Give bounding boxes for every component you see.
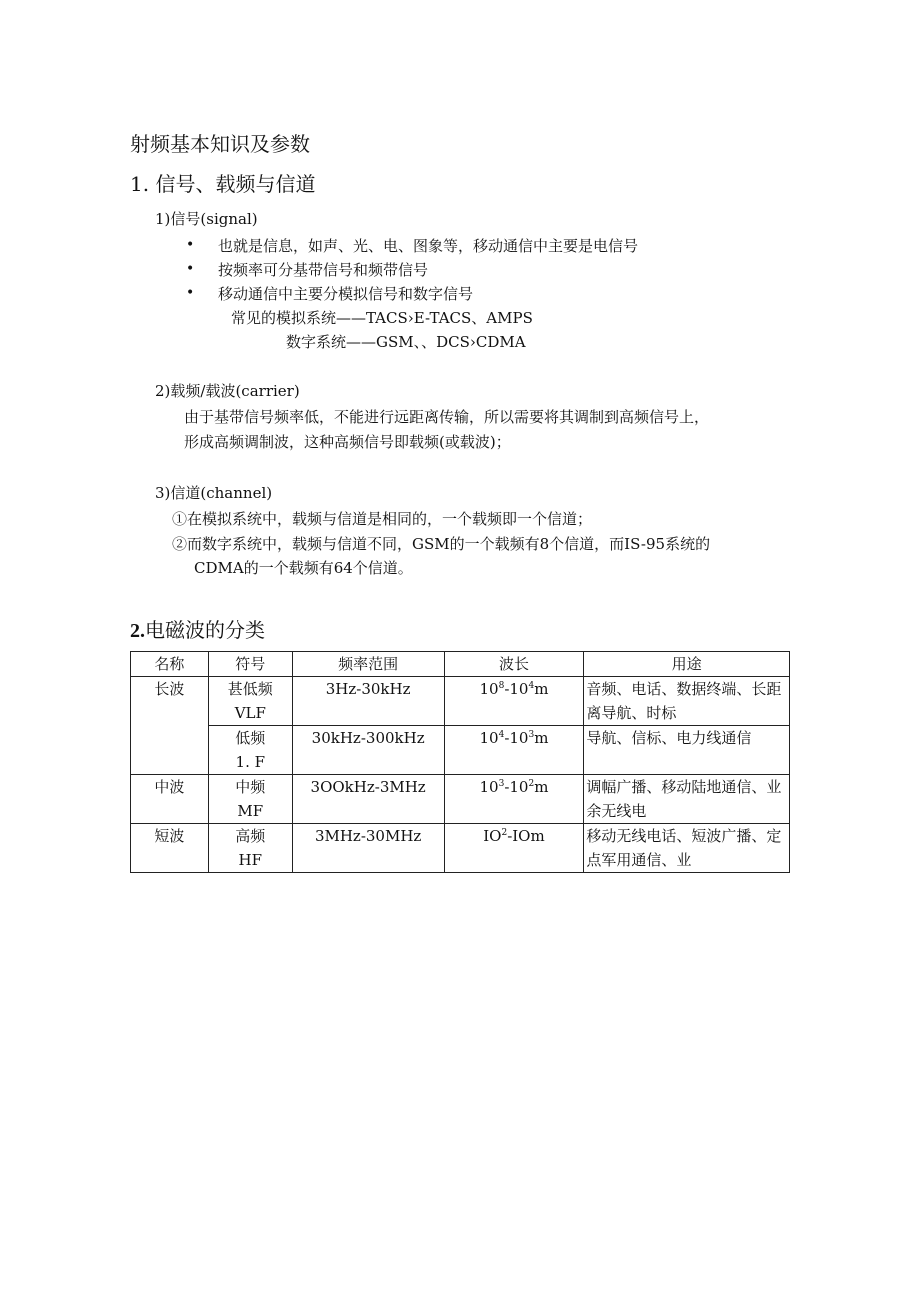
cell-usage: 移动无线电话、短波广播、定点军用通信、业 xyxy=(584,824,790,873)
cell-wavelength xyxy=(444,775,584,824)
cell-symbol xyxy=(208,726,292,775)
cell-frequency-range: 3MHz-30MHz xyxy=(292,824,444,873)
wl-base: 10 xyxy=(479,680,499,698)
symbol-abbr: VLF xyxy=(234,704,266,722)
wl-exp: 2 xyxy=(501,828,508,838)
carrier-line-2: 形成高频调制波，这种高频信号即载频(或载波)； xyxy=(184,433,511,451)
section-1-heading: 1. 信号、载频与信道 xyxy=(130,172,316,196)
bullet-icon: • xyxy=(186,285,195,301)
symbol-cn: 甚低频 xyxy=(227,680,273,698)
channel-line-1: ①在模拟系统中，载频与信道是相同的，一个载频即一个信道； xyxy=(172,510,593,528)
header-frequency-range: 频率范围 xyxy=(292,652,444,677)
signal-bullet-2: 按频率可分基带信号和频带信号 xyxy=(218,261,429,279)
table-header-row xyxy=(131,652,790,677)
carrier-line-1: 由于基带信号频率低，不能进行远距离传输，所以需要将其调制到高频信号上， xyxy=(184,408,710,426)
cell-symbol xyxy=(208,824,292,873)
wl-exp: 4 xyxy=(528,681,535,691)
wl-base: IO xyxy=(483,827,502,845)
cell-symbol xyxy=(208,775,292,824)
cell-frequency-range: 3OOkHz-3MHz xyxy=(292,775,444,824)
bullet-icon: • xyxy=(186,261,195,277)
carrier-heading: 2)载频/载波(carrier) xyxy=(155,382,300,400)
cell-name: 中波 xyxy=(131,775,209,824)
symbol-abbr: 1. F xyxy=(235,753,266,771)
symbol-cn: 中频 xyxy=(235,778,266,796)
wl-mid: -IOm xyxy=(507,827,545,845)
cell-symbol xyxy=(208,677,292,726)
channel-heading: 3)信道(channel) xyxy=(155,484,273,502)
wl-mid: -10 xyxy=(504,729,529,747)
header-symbol: 符号 xyxy=(208,652,292,677)
wl-exp: 8 xyxy=(498,681,505,691)
cell-wavelength xyxy=(444,677,584,726)
signal-bullet-1: 也就是信息，如声、光、电、图象等，移动通信中主要是电信号 xyxy=(218,237,639,255)
wl-base: 10 xyxy=(479,729,499,747)
header-wavelength: 波长 xyxy=(444,652,584,677)
wl-unit: m xyxy=(534,729,549,747)
wl-mid: -10 xyxy=(504,778,529,796)
table-row xyxy=(131,677,790,726)
cell-wavelength xyxy=(444,726,584,775)
cell-frequency-range: 30kHz-300kHz xyxy=(292,726,444,775)
signal-bullet-3: 移动通信中主要分模拟信号和数字信号 xyxy=(218,285,474,303)
cell-usage: 音频、电话、数据终端、长距离导航、时标 xyxy=(584,677,790,726)
cell-usage: 调幅广播、移动陆地通信、业余无线电 xyxy=(584,775,790,824)
cell-usage: 导航、信标、电力线通信 xyxy=(584,726,790,775)
bullet-icon: • xyxy=(186,237,195,253)
table-row xyxy=(131,824,790,873)
wl-unit: m xyxy=(534,778,549,796)
symbol-abbr: HF xyxy=(238,851,263,869)
section-2-text: 电磁波的分类 xyxy=(145,618,265,642)
table-row xyxy=(131,726,790,775)
cell-name: 长波 xyxy=(131,677,209,775)
wl-exp: 3 xyxy=(498,779,505,789)
wl-exp: 3 xyxy=(528,730,535,740)
cell-frequency-range: 3Hz-30kHz xyxy=(292,677,444,726)
section-2-heading xyxy=(130,614,265,643)
wl-mid: -10 xyxy=(504,680,529,698)
channel-line-2: ②而数字系统中，载频与信道不同，GSM的一个载频有8个信道，而IS-95系统的 xyxy=(172,535,711,553)
channel-line-3: CDMA的一个载频有64个信道。 xyxy=(194,559,413,577)
header-usage: 用途 xyxy=(584,652,790,677)
cell-wavelength xyxy=(444,824,584,873)
wl-unit: m xyxy=(534,680,549,698)
wl-exp: 4 xyxy=(498,730,505,740)
wl-exp: 2 xyxy=(528,779,535,789)
em-wave-table xyxy=(130,651,790,873)
digital-systems-line: 数字系统——GSM、、DCS›CDMA xyxy=(286,333,526,351)
cell-name: 短波 xyxy=(131,824,209,873)
header-name: 名称 xyxy=(131,652,209,677)
table-row xyxy=(131,775,790,824)
symbol-abbr: MF xyxy=(237,802,264,820)
section-2-number: 2. xyxy=(130,620,145,642)
symbol-cn: 低频 xyxy=(235,729,266,747)
document-title: 射频基本知识及参数 xyxy=(130,132,310,156)
symbol-cn: 高频 xyxy=(235,827,266,845)
analog-systems-line: 常见的模拟系统——TACS›E-TACS、AMPS xyxy=(231,309,533,327)
signal-heading: 1)信号(signal) xyxy=(155,210,258,228)
wl-base: 10 xyxy=(479,778,499,796)
